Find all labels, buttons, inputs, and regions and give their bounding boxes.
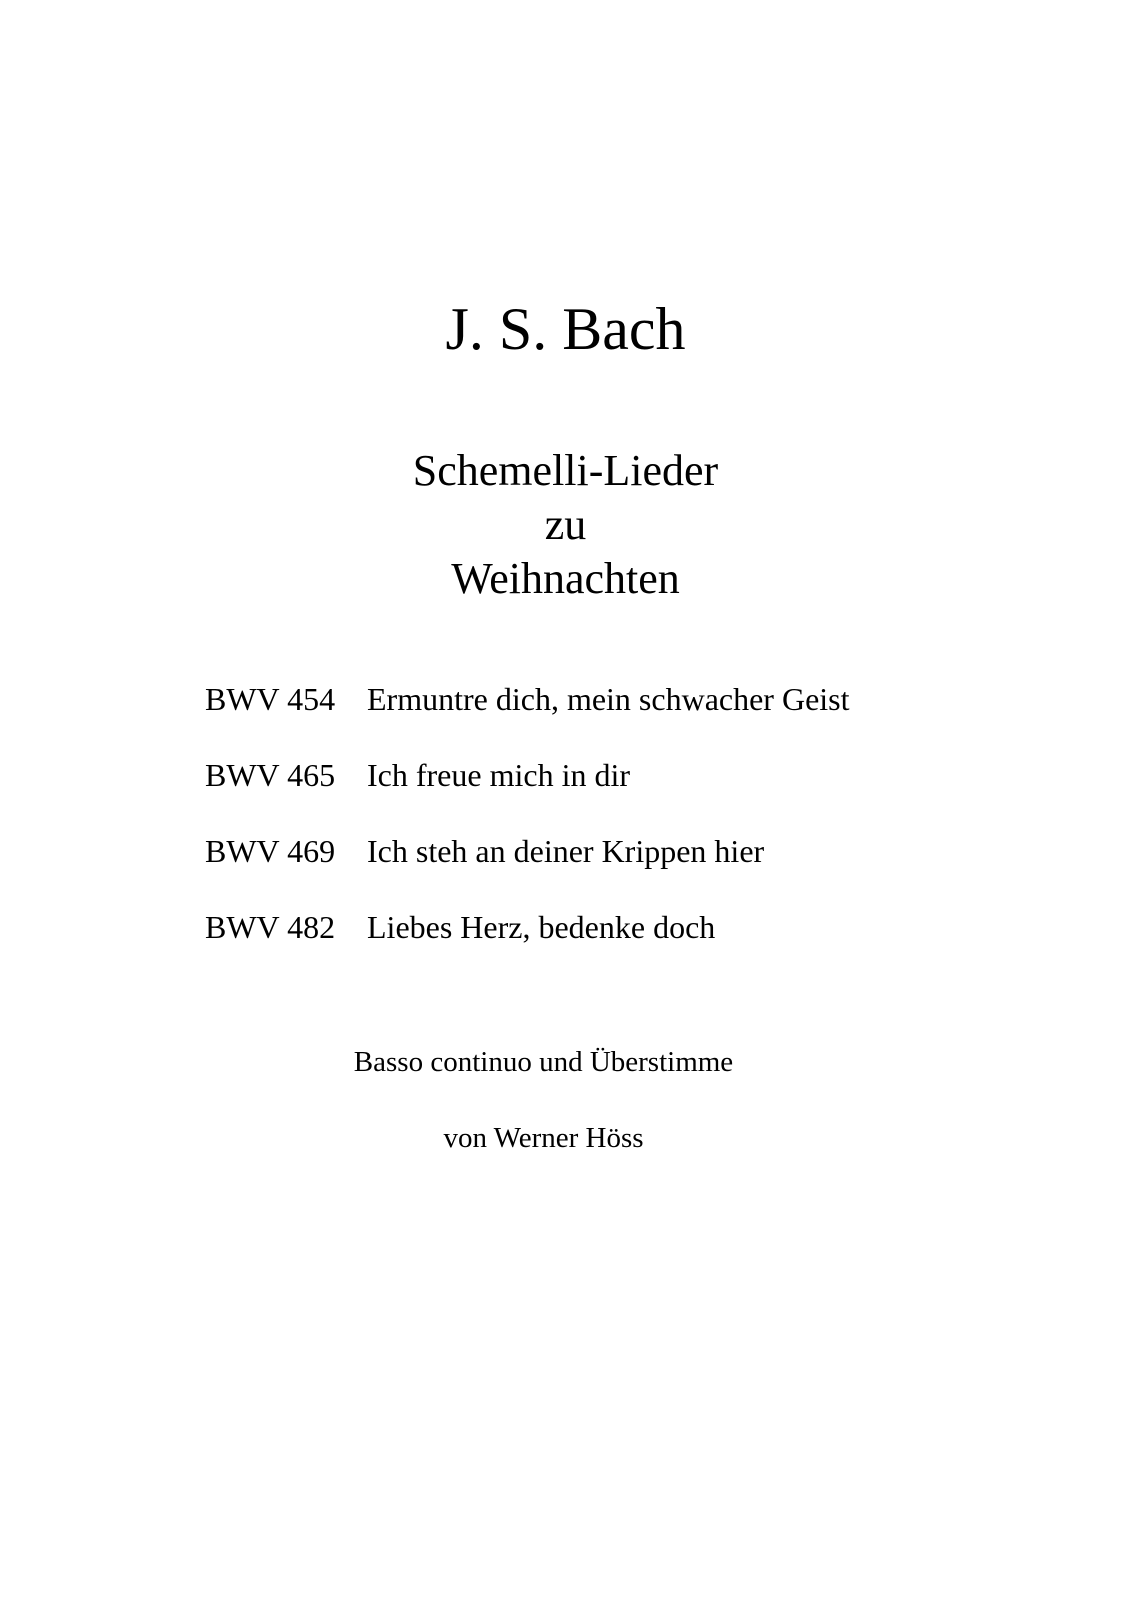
work-number: BWV 454 — [205, 681, 336, 717]
arrangement-credit: Basso continuo und Überstimme — [353, 1046, 734, 1078]
composer-name: J. S. Bach — [445, 296, 686, 362]
title-line-3: Weihnachten — [451, 554, 680, 603]
work-title: Ich freue mich in dir — [367, 757, 630, 793]
work-title: Ermuntre dich, mein schwacher Geist — [367, 681, 850, 717]
work-title: Ich steh an deiner Krippen hier — [367, 833, 765, 869]
work-number: BWV 482 — [205, 909, 336, 945]
work-item — [205, 907, 850, 947]
work-item — [205, 831, 850, 871]
title-line-1: Schemelli-Lieder — [412, 446, 719, 495]
work-item — [205, 755, 850, 795]
works-list — [205, 679, 850, 983]
work-number: BWV 465 — [205, 757, 336, 793]
work-item — [205, 679, 850, 719]
collection-title — [0, 444, 1131, 606]
arranger-credit: von Werner Höss — [443, 1122, 644, 1154]
work-number: BWV 469 — [205, 833, 336, 869]
work-title: Liebes Herz, bedenke doch — [367, 909, 716, 945]
title-line-2: zu — [544, 500, 587, 549]
